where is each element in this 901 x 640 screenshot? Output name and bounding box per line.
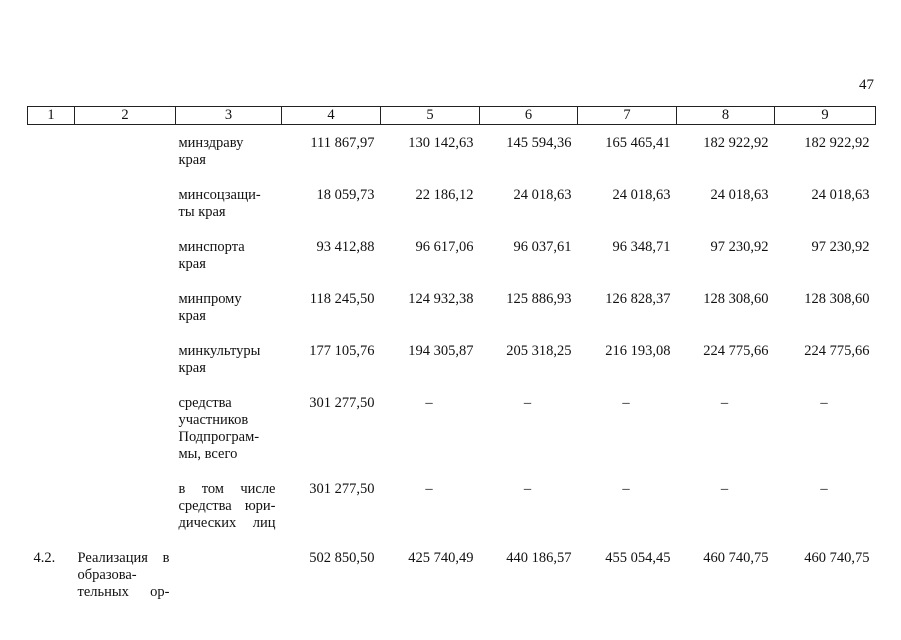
cell-col-8: 460 740,75 — [703, 550, 769, 566]
cell-col-6: 24 018,63 — [513, 187, 572, 203]
header-row — [28, 107, 876, 125]
table-row — [28, 540, 876, 609]
cell-col-4: 502 850,50 — [309, 550, 375, 566]
cell-col-7: 96 348,71 — [612, 239, 671, 255]
row-index — [28, 333, 75, 385]
row-index — [28, 229, 75, 281]
cell-col-5: – — [425, 395, 433, 411]
row-source-label — [176, 385, 282, 471]
cell-col-6: 440 186,57 — [506, 550, 572, 566]
row-name — [75, 540, 176, 609]
row-source-line: края — [178, 360, 206, 376]
table-row — [28, 125, 876, 178]
cell-col-4: 18 059,73 — [316, 187, 375, 203]
row-index — [28, 281, 75, 333]
header-col-9: 9 — [775, 107, 876, 125]
header-col-8: 8 — [677, 107, 775, 125]
table-row — [28, 471, 876, 540]
row-source-line: дических лиц — [178, 515, 276, 531]
cell-col-6: 125 886,93 — [506, 291, 572, 307]
row-index — [28, 385, 75, 471]
row-source-line: в том числе — [178, 481, 276, 497]
row-source-label — [176, 471, 282, 540]
cell-col-4: 301 277,50 — [309, 395, 375, 411]
row-name — [75, 125, 176, 178]
cell-col-8: – — [720, 395, 729, 411]
row-source-line: минкультуры — [178, 343, 261, 359]
row-name — [75, 281, 176, 333]
cell-col-7: – — [622, 481, 630, 497]
cell-col-9: – — [820, 395, 828, 411]
budget-table — [27, 106, 876, 609]
row-source-line: Подпрограм- — [178, 429, 260, 445]
row-source-line: края — [178, 256, 206, 272]
header-col-5: 5 — [381, 107, 480, 125]
row-source-line: края — [178, 308, 206, 324]
cell-col-6: 96 037,61 — [513, 239, 572, 255]
cell-col-7: 126 828,37 — [605, 291, 671, 307]
cell-col-9: – — [820, 481, 828, 497]
cell-col-4: 93 412,88 — [316, 239, 375, 255]
cell-col-9: 224 775,66 — [804, 343, 870, 359]
row-name — [75, 229, 176, 281]
header-col-6: 6 — [480, 107, 578, 125]
cell-col-8: – — [720, 481, 729, 497]
cell-col-6: 205 318,25 — [506, 343, 572, 359]
table-header — [28, 107, 876, 125]
row-source-line: средства юри- — [178, 498, 276, 514]
row-index — [28, 125, 75, 178]
cell-col-7: 455 054,45 — [605, 550, 671, 566]
cell-col-9: 128 308,60 — [804, 291, 870, 307]
header-col-4: 4 — [282, 107, 381, 125]
cell-col-7: 216 193,08 — [605, 343, 671, 359]
row-source-line: средства — [178, 395, 232, 411]
cell-col-9: 460 740,75 — [804, 550, 870, 566]
cell-col-5: 96 617,06 — [415, 239, 474, 255]
row-source-label — [176, 333, 282, 385]
cell-col-4: 301 277,50 — [309, 481, 375, 497]
table-row — [28, 177, 876, 229]
cell-col-4: 111 867,97 — [310, 135, 375, 151]
row-source-label — [176, 177, 282, 229]
table-row — [28, 385, 876, 471]
row-source-line: минспорта — [178, 239, 245, 255]
row-index — [28, 471, 75, 540]
row-source-line: края — [178, 152, 206, 168]
row-source-label — [176, 125, 282, 178]
table-row — [28, 333, 876, 385]
cell-col-5: – — [425, 481, 433, 497]
page-number: 47 — [859, 77, 874, 93]
cell-col-5: 194 305,87 — [408, 343, 474, 359]
cell-col-5: 22 186,12 — [415, 187, 474, 203]
header-col-2: 2 — [75, 107, 176, 125]
cell-col-5: 130 142,63 — [408, 135, 474, 151]
row-name — [75, 333, 176, 385]
cell-col-8: 97 230,92 — [710, 239, 769, 255]
cell-col-9: 97 230,92 — [811, 239, 870, 255]
cell-col-7: 24 018,63 — [612, 187, 671, 203]
cell-col-8: 182 922,92 — [703, 135, 769, 151]
row-source-line: участников — [178, 412, 249, 428]
row-source-label — [176, 281, 282, 333]
cell-col-6: – — [523, 481, 532, 497]
table-row — [28, 281, 876, 333]
row-index — [28, 177, 75, 229]
cell-col-6: 145 594,36 — [506, 135, 572, 151]
table-row — [28, 229, 876, 281]
cell-col-4: 177 105,76 — [309, 343, 375, 359]
row-name — [75, 385, 176, 471]
row-source-label — [176, 229, 282, 281]
header-col-3: 3 — [176, 107, 282, 125]
table-body — [28, 125, 876, 610]
cell-col-7: – — [622, 395, 630, 411]
row-source-label — [176, 540, 282, 609]
row-index: 4.2. — [33, 550, 56, 566]
header-col-7: 7 — [578, 107, 677, 125]
row-name — [75, 177, 176, 229]
cell-col-4: 118 245,50 — [309, 291, 375, 307]
cell-col-8: 128 308,60 — [703, 291, 769, 307]
row-source-line: ты края — [178, 204, 226, 220]
header-col-1: 1 — [28, 107, 75, 125]
row-source-line: минздраву — [178, 135, 244, 151]
cell-col-7: 165 465,41 — [605, 135, 671, 151]
row-name-line: Реализация в — [77, 550, 170, 566]
row-name-line: образова- — [77, 567, 137, 583]
cell-col-9: 24 018,63 — [811, 187, 870, 203]
row-source-line: минсоцзащи- — [178, 187, 261, 203]
cell-col-8: 224 775,66 — [703, 343, 769, 359]
row-source-line: минпрому — [178, 291, 242, 307]
cell-col-9: 182 922,92 — [804, 135, 870, 151]
cell-col-5: 124 932,38 — [408, 291, 474, 307]
row-name-line: тельных ор- — [77, 584, 170, 600]
row-source-line: мы, всего — [178, 446, 238, 462]
cell-col-6: – — [523, 395, 532, 411]
row-name — [75, 471, 176, 540]
cell-col-8: 24 018,63 — [710, 187, 769, 203]
cell-col-5: 425 740,49 — [408, 550, 474, 566]
